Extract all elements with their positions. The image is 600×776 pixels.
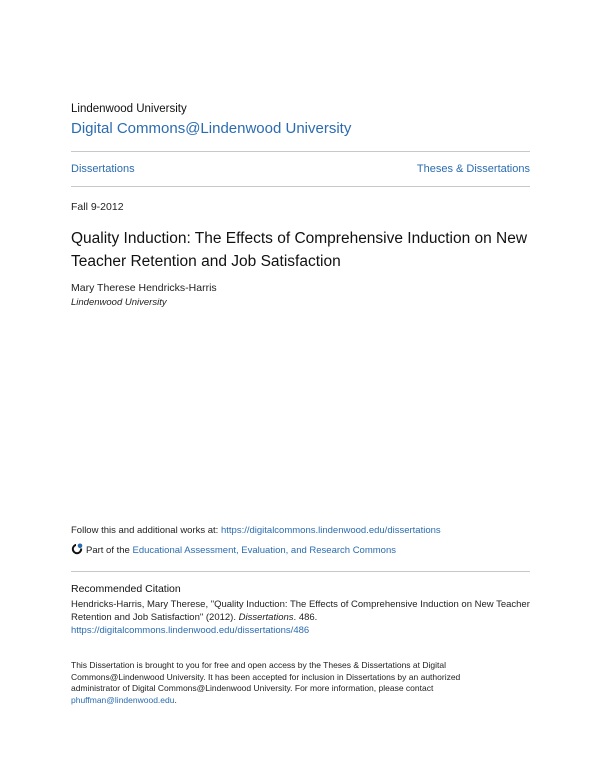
contact-email-link[interactable]: phuffman@lindenwood.edu <box>71 694 175 705</box>
access-statement <box>71 660 501 706</box>
follow-url-link[interactable]: https://digitalcommons.lindenwood.edu/dissertations <box>220 525 441 536</box>
author-affiliation: Lindenwood University <box>71 297 167 308</box>
network-icon <box>71 543 86 558</box>
publication-date: Fall 9-2012 <box>71 201 124 213</box>
divider-nav <box>71 186 530 187</box>
author-name: Mary Therese Hendricks-Harris <box>71 282 217 294</box>
citation-text <box>71 598 530 637</box>
divider-citation <box>71 571 530 572</box>
theses-dissertations-link[interactable]: Theses & Dissertations <box>416 163 530 175</box>
dissertations-link[interactable]: Dissertations <box>71 163 135 175</box>
citation-heading: Recommended Citation <box>71 583 181 595</box>
part-of-line <box>71 543 396 558</box>
commons-link[interactable]: Educational Assessment, Evaluation, and Research Commons <box>132 545 396 556</box>
part-of-label: Part of the <box>86 545 130 556</box>
follow-line <box>71 525 441 536</box>
institution-name: Lindenwood University <box>71 103 187 115</box>
citation-url-link[interactable]: https://digitalcommons.lindenwood.edu/dissertations/486 <box>71 625 310 636</box>
document-title: Quality Induction: The Effects of Comprehensive Induction on New Teacher Retention and Job Satisfaction <box>71 230 528 270</box>
citation-series: Dissertations <box>238 612 294 623</box>
follow-label: Follow this and additional works at: <box>71 525 221 536</box>
access-statement-end: . <box>174 694 177 705</box>
access-statement-text: This Dissertation is brought to you for free and open access by the Theses & Dissertations at Digital Commons@Lindenwood University. It has been accepted for inclusion in Dissertations by an authorized administrator of Digital Commons@Lindenwood University. For more information, please contact <box>71 660 461 693</box>
citation-number: . 486. <box>293 612 318 623</box>
citation-main: Hendricks-Harris, Mary Therese, "Quality Induction: The Effects of Comprehensive Induction on New Teacher Retention and Job Satisfaction" (2012). <box>71 599 530 623</box>
repository-link[interactable]: Digital Commons@Lindenwood University <box>71 120 352 137</box>
divider-top <box>71 151 530 152</box>
